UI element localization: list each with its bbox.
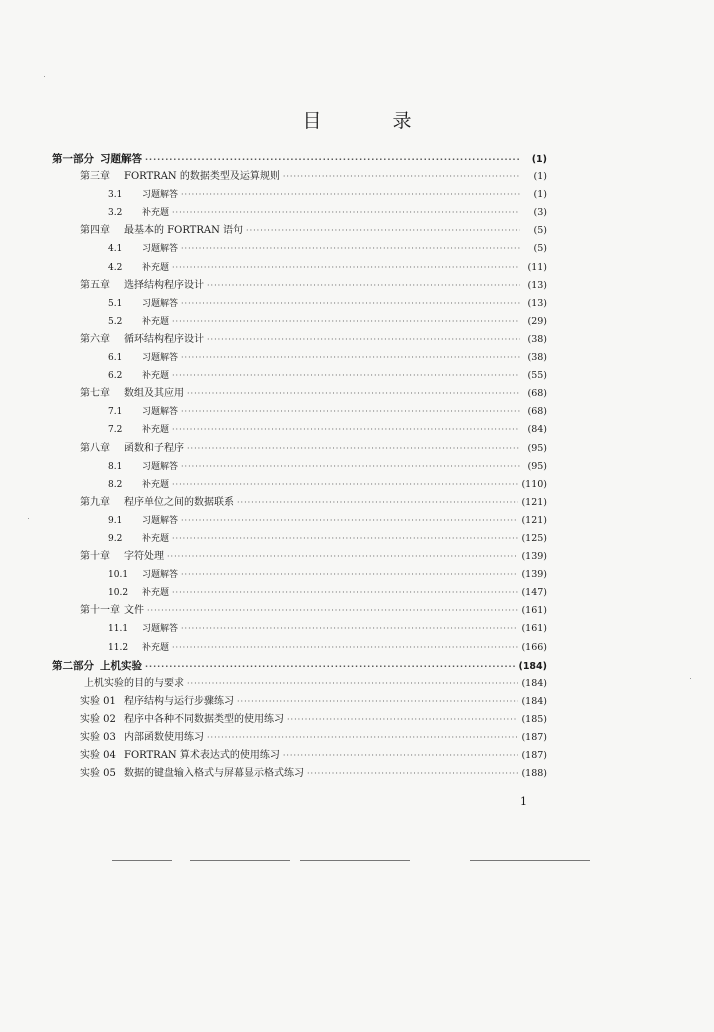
toc-entry-title: 习题解答 xyxy=(142,624,179,635)
toc-section-entry xyxy=(52,403,547,421)
toc-section-entry xyxy=(52,367,547,385)
toc-entry-title: 补充题 xyxy=(142,588,170,599)
toc-entry-page: (184) xyxy=(521,695,547,707)
toc-entry-page: (1) xyxy=(533,171,547,183)
scan-artifact-line xyxy=(112,860,172,861)
toc-entry-number: 6.1 xyxy=(108,353,123,364)
toc-chapter-entry xyxy=(52,675,547,693)
toc-dot-leader xyxy=(237,693,518,711)
toc-entry-number: 第十一章 xyxy=(80,605,120,617)
toc-entry-page: (1) xyxy=(531,154,547,165)
toc-entry-number: 8.2 xyxy=(108,479,123,490)
toc-entry-title: 数组及其应用 xyxy=(124,388,184,400)
toc-section-entry xyxy=(52,349,547,367)
toc-dot-leader xyxy=(181,458,520,476)
toc-entry-number: 第七章 xyxy=(80,388,110,400)
toc-chapter-entry xyxy=(52,747,547,765)
scan-artifact-dot xyxy=(690,678,691,679)
toc-entry-title: 习题解答 xyxy=(100,153,142,165)
toc-entry-title: 函数和子程序 xyxy=(124,442,184,454)
toc-dot-leader xyxy=(145,658,515,676)
toc-dot-leader xyxy=(181,240,520,258)
scan-artifact-dot xyxy=(28,518,29,519)
toc-entry-page: (55) xyxy=(527,370,547,382)
toc-entry-title: 字符处理 xyxy=(124,551,164,563)
toc-dot-leader xyxy=(172,421,520,439)
toc-chapter-entry xyxy=(52,331,547,349)
toc-chapter-entry xyxy=(52,494,547,512)
toc-entry-page: (147) xyxy=(521,587,547,599)
toc-dot-leader xyxy=(172,639,518,657)
toc-dot-leader xyxy=(172,313,520,331)
toc-entry-page: (95) xyxy=(527,442,547,454)
toc-dot-leader xyxy=(246,222,520,240)
toc-entry-title: 上机实验的目的与要求 xyxy=(84,677,184,689)
toc-dot-leader xyxy=(172,367,520,385)
toc-dot-leader xyxy=(172,584,518,602)
toc-entry-number: 第九章 xyxy=(80,496,110,508)
toc-entry-number: 4.2 xyxy=(108,262,123,273)
toc-entry-page: (38) xyxy=(527,352,547,364)
toc-entry-title: 选择结构程序设计 xyxy=(124,279,204,291)
toc-chapter-entry xyxy=(52,385,547,403)
page-number: 1 xyxy=(520,795,527,808)
toc-section-entry xyxy=(52,204,547,222)
table-of-contents xyxy=(52,150,547,783)
toc-entry-number: 第十章 xyxy=(80,551,110,563)
toc-entry-title: 内部函数使用练习 xyxy=(124,732,204,743)
toc-section-entry xyxy=(52,259,547,277)
toc-dot-leader xyxy=(181,349,520,367)
toc-section-entry xyxy=(52,584,547,602)
toc-entry-number: 3.1 xyxy=(108,190,123,201)
toc-entry-title: 补充题 xyxy=(142,371,170,382)
toc-entry-title: FORTRAN 算术表达式的使用练习 xyxy=(124,750,280,762)
toc-dot-leader xyxy=(181,295,520,313)
toc-chapter-entry xyxy=(52,168,547,186)
toc-dot-leader xyxy=(307,765,518,783)
toc-dot-leader xyxy=(283,168,520,186)
toc-entry-page: (1) xyxy=(533,189,547,201)
toc-entry-title: 程序结构与运行步骤练习 xyxy=(124,695,234,707)
toc-entry-page: (121) xyxy=(521,496,547,508)
toc-dot-leader xyxy=(207,277,520,295)
toc-dot-leader xyxy=(172,530,518,548)
toc-dot-leader xyxy=(181,620,518,638)
toc-section-entry xyxy=(52,421,547,439)
toc-dot-leader xyxy=(187,385,520,403)
toc-entry-title: 习题解答 xyxy=(142,461,179,472)
toc-entry-number: 实验 02 xyxy=(80,713,116,725)
toc-entry-page: (185) xyxy=(521,713,547,725)
toc-chapter-entry xyxy=(52,693,547,711)
toc-dot-leader xyxy=(237,494,518,512)
toc-entry-title: 习题解答 xyxy=(142,353,179,364)
toc-entry-number: 10.1 xyxy=(108,570,129,581)
toc-entry-title: 上机实验 xyxy=(100,659,142,672)
toc-entry-number: 5.2 xyxy=(108,316,123,327)
toc-dot-leader xyxy=(147,602,518,620)
toc-dot-leader xyxy=(181,403,520,421)
toc-dot-leader xyxy=(207,331,520,349)
toc-entry-page: (187) xyxy=(521,750,547,762)
toc-entry-number: 3.2 xyxy=(108,208,123,219)
toc-chapter-entry xyxy=(52,222,547,240)
toc-dot-leader xyxy=(287,711,518,729)
toc-entry-title: 补充题 xyxy=(142,533,170,544)
toc-entry-number: 7.2 xyxy=(108,425,123,436)
toc-entry-title: 习题解答 xyxy=(142,298,179,309)
toc-section-entry xyxy=(52,476,547,494)
toc-chapter-entry xyxy=(52,729,547,747)
toc-entry-page: (184) xyxy=(521,677,547,689)
toc-entry-number: 实验 03 xyxy=(80,732,116,743)
toc-entry-number: 7.1 xyxy=(108,407,123,418)
toc-entry-page: (184) xyxy=(518,660,547,672)
toc-entry-page: (121) xyxy=(521,514,547,526)
toc-dot-leader xyxy=(187,440,520,458)
toc-entry-page: (5) xyxy=(533,243,547,255)
toc-dot-leader xyxy=(145,151,520,169)
toc-entry-title: 程序中各种不同数据类型的使用练习 xyxy=(124,713,284,725)
toc-section-entry xyxy=(52,295,547,313)
toc-entry-page: (161) xyxy=(521,623,547,635)
toc-entry-page: (68) xyxy=(527,388,547,400)
toc-entry-page: (95) xyxy=(527,460,547,472)
toc-entry-page: (188) xyxy=(521,768,547,780)
toc-entry-number: 9.1 xyxy=(108,515,123,526)
toc-chapter-entry xyxy=(52,765,547,783)
toc-entry-page: (84) xyxy=(527,424,547,436)
toc-dot-leader xyxy=(181,566,518,584)
toc-entry-title: 习题解答 xyxy=(142,244,179,255)
toc-dot-leader xyxy=(172,204,520,222)
toc-chapter-entry xyxy=(52,711,547,729)
scan-artifact-line xyxy=(190,860,290,861)
toc-entry-number: 11.1 xyxy=(108,624,129,635)
toc-section-entry xyxy=(52,458,547,476)
toc-dot-leader xyxy=(283,747,519,765)
toc-dot-leader xyxy=(181,186,520,204)
toc-entry-title: 最基本的 FORTRAN 语句 xyxy=(124,225,244,237)
toc-section-entry xyxy=(52,620,547,638)
toc-entry-title: 补充题 xyxy=(142,425,170,436)
toc-entry-title: 补充题 xyxy=(142,316,170,327)
toc-dot-leader xyxy=(167,548,518,566)
toc-dot-leader xyxy=(181,512,518,530)
toc-dot-leader xyxy=(172,476,518,494)
toc-entry-page: (13) xyxy=(527,279,547,291)
toc-dot-leader xyxy=(172,259,520,277)
scan-artifact-dot xyxy=(44,76,45,77)
toc-entry-number: 实验 05 xyxy=(80,768,116,780)
toc-section-entry xyxy=(52,512,547,530)
toc-entry-number: 第六章 xyxy=(80,333,110,345)
toc-entry-number: 10.2 xyxy=(108,588,129,599)
toc-entry-number: 第三章 xyxy=(80,171,110,183)
toc-section-entry xyxy=(52,313,547,331)
toc-entry-title: 补充题 xyxy=(142,642,170,653)
toc-chapter-entry xyxy=(52,548,547,566)
toc-section-entry xyxy=(52,186,547,204)
toc-entry-title: 程序单位之间的数据联系 xyxy=(124,496,234,508)
toc-section-entry xyxy=(52,530,547,548)
toc-section-entry xyxy=(52,639,547,657)
toc-entry-number: 第五章 xyxy=(80,279,110,291)
toc-entry-title: FORTRAN 的数据类型及运算规则 xyxy=(124,171,280,183)
toc-entry-number: 实验 04 xyxy=(80,750,116,762)
toc-section-entry xyxy=(52,566,547,584)
toc-entry-number: 4.1 xyxy=(108,244,123,255)
toc-entry-page: (13) xyxy=(527,297,547,309)
toc-entry-title: 习题解答 xyxy=(142,570,179,581)
toc-entry-page: (161) xyxy=(521,605,547,617)
toc-entry-number: 11.2 xyxy=(108,642,129,653)
toc-dot-leader xyxy=(207,729,518,747)
toc-entry-page: (29) xyxy=(527,315,547,327)
toc-entry-page: (125) xyxy=(521,532,547,544)
toc-entry-title: 习题解答 xyxy=(142,515,179,526)
toc-chapter-entry xyxy=(52,277,547,295)
toc-entry-title: 循环结构程序设计 xyxy=(124,333,204,345)
toc-entry-title: 补充题 xyxy=(142,208,170,219)
toc-entry-title: 习题解答 xyxy=(142,190,179,201)
toc-entry-page: (139) xyxy=(521,569,547,581)
toc-part-entry xyxy=(52,657,547,675)
toc-entry-title: 文件 xyxy=(124,605,144,617)
toc-entry-page: (11) xyxy=(527,261,547,273)
scan-artifact-line xyxy=(300,860,410,861)
toc-entry-number: 第四章 xyxy=(80,225,110,237)
toc-section-entry xyxy=(52,240,547,258)
toc-chapter-entry xyxy=(52,440,547,458)
toc-entry-page: (110) xyxy=(521,478,547,490)
toc-entry-number: 6.2 xyxy=(108,371,123,382)
toc-entry-page: (3) xyxy=(533,207,547,219)
toc-entry-page: (68) xyxy=(527,406,547,418)
toc-entry-number: 第二部分 xyxy=(52,659,94,672)
toc-entry-title: 补充题 xyxy=(142,479,170,490)
toc-entry-page: (139) xyxy=(521,551,547,563)
toc-entry-title: 补充题 xyxy=(142,262,170,273)
toc-entry-number: 第一部分 xyxy=(52,153,94,165)
toc-entry-title: 数据的键盘输入格式与屏幕显示格式练习 xyxy=(124,768,304,780)
toc-dot-leader xyxy=(187,675,518,693)
toc-entry-number: 实验 01 xyxy=(80,695,116,707)
page-title: 目 录 xyxy=(302,110,438,132)
toc-entry-page: (38) xyxy=(527,333,547,345)
toc-entry-page: (187) xyxy=(521,732,547,743)
toc-entry-number: 8.1 xyxy=(108,461,123,472)
scan-artifact-line xyxy=(470,860,590,861)
toc-entry-page: (5) xyxy=(533,225,547,237)
toc-part-entry xyxy=(52,150,547,168)
toc-entry-page: (166) xyxy=(521,641,547,653)
toc-chapter-entry xyxy=(52,602,547,620)
toc-entry-number: 9.2 xyxy=(108,533,123,544)
toc-entry-number: 5.1 xyxy=(108,298,123,309)
toc-entry-number: 第八章 xyxy=(80,442,110,454)
toc-entry-title: 习题解答 xyxy=(142,407,179,418)
